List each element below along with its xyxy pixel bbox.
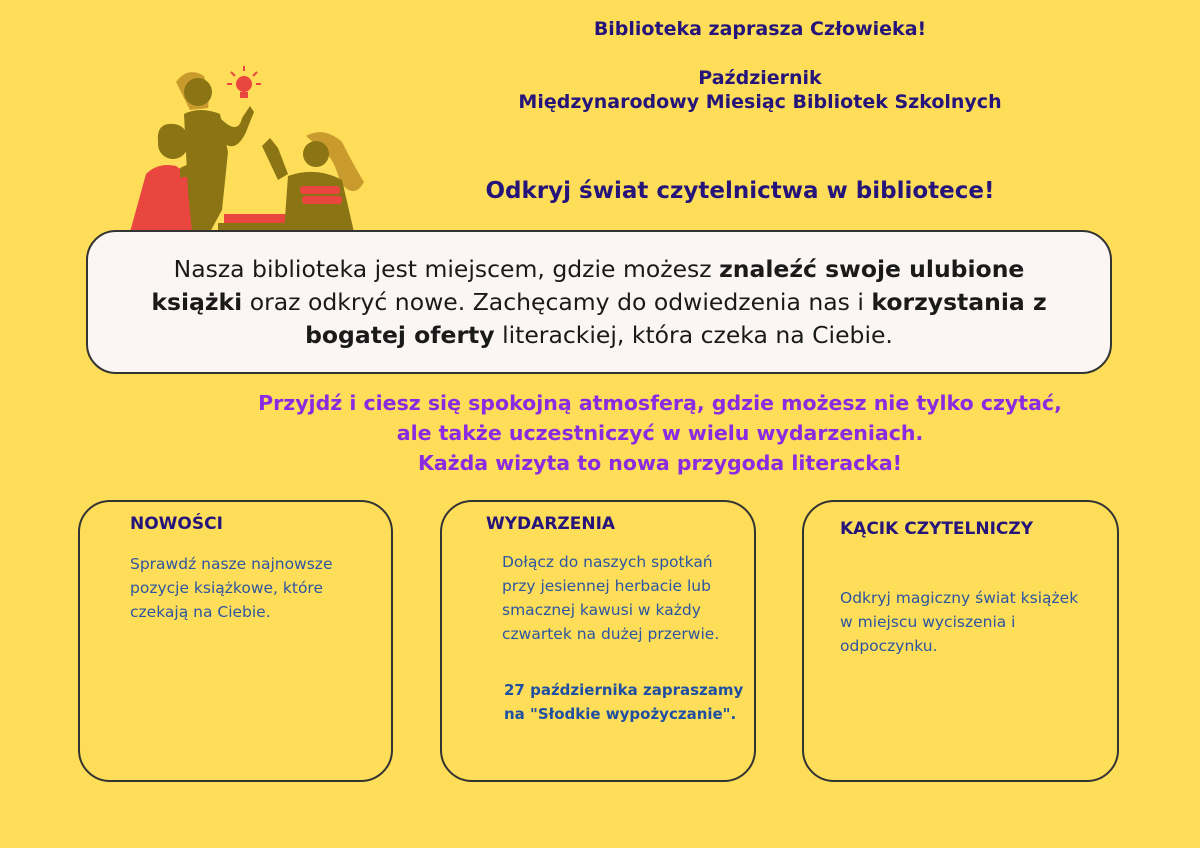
card-nowosci [78, 500, 393, 782]
intro-part3: literackiej, która czeka na Ciebie. [494, 320, 893, 349]
reading-people-illustration [128, 62, 368, 234]
card-title: NOWOŚCI [130, 514, 223, 534]
card-body: Odkryj magiczny świat książek w miejscu wyciszenia i odpoczynku. [840, 589, 1079, 655]
intro-bold1: znaleźć swoje ulubione książki [151, 254, 1025, 316]
invite-line1: Przyjdź i ciesz się spokojną atmosferą, gdzie możesz nie tylko czytać, [258, 391, 1062, 415]
card-body: Sprawdź nasze najnowsze pozycje książkowe, które czekają na Ciebie. [130, 555, 333, 621]
invite-line3: Każda wizyta to nowa przygoda literacka! [417, 451, 903, 475]
card-body: Dołącz do naszych spotkań przy jesiennej herbacie lub smacznej kawusi w każdy czwartek na dużej przerwie. [502, 553, 720, 643]
event-highlight: 27 października zapraszamy na "Słodkie wypożyczanie". [504, 681, 744, 723]
event-heading [460, 66, 1060, 114]
invite-line2: ale także uczestniczyć w wielu wydarzeniach. [396, 421, 924, 445]
card-wydarzenia [440, 500, 756, 782]
invite-text [180, 388, 1140, 478]
event-name: Międzynarodowy Miesiąc Bibliotek Szkolnych [518, 91, 1002, 113]
subtitle: Odkryj świat czytelnictwa w bibliotece! [485, 178, 995, 204]
intro-text [139, 253, 1059, 352]
card-title: WYDARZENIA [486, 514, 616, 534]
intro-part1: Nasza biblioteka jest miejscem, gdzie możesz [173, 254, 720, 283]
month-label: Październik [698, 67, 822, 89]
page-title: Biblioteka zaprasza Człowieka! [593, 18, 927, 40]
card-kacik-czytelniczy [802, 500, 1119, 782]
intro-box [86, 230, 1112, 374]
intro-bold2: korzystania z bogatej oferty [305, 287, 1047, 349]
card-title: KĄCIK CZYTELNICZY [840, 519, 1034, 539]
intro-part2: oraz odkryć nowe. Zachęcamy do odwiedzenia nas i [242, 287, 872, 316]
